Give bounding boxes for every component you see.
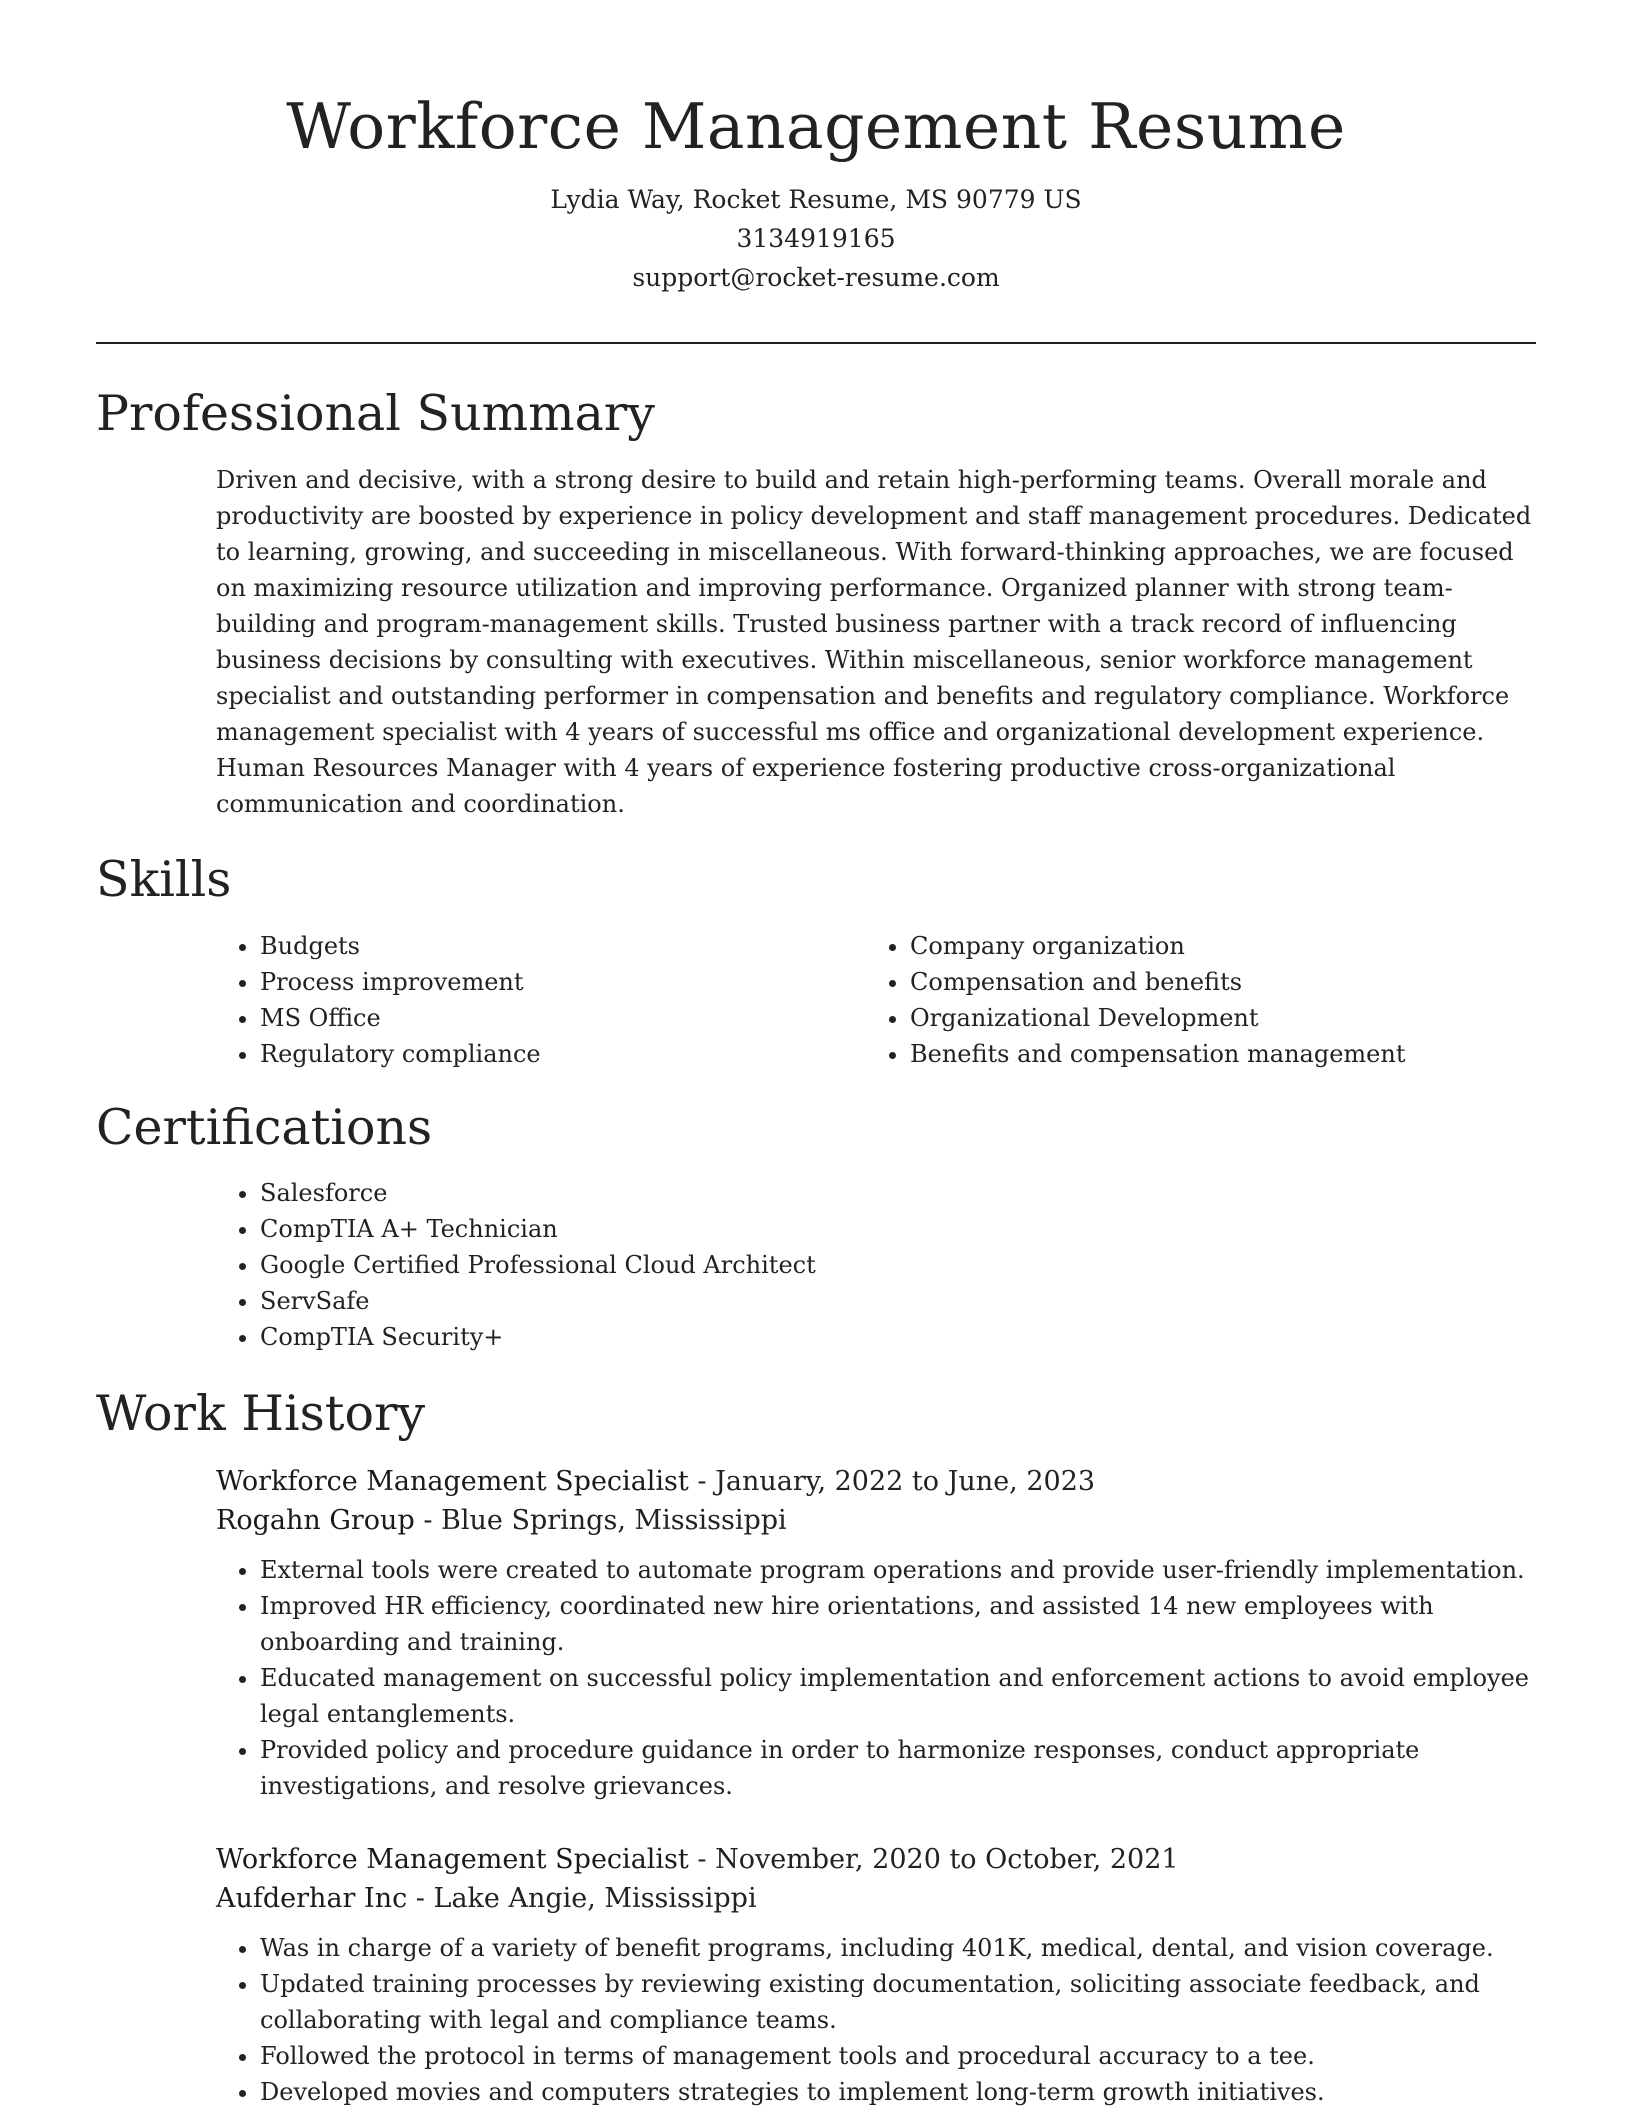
- job-bullet: • Was in charge of a variety of benefit programs, including 401K, medical, dental, and vision coverage.: [260, 1930, 1536, 1966]
- job-company-line: Aufderhar Inc - Lake Angie, Mississippi: [216, 1883, 757, 1914]
- job-bullets: [216, 1930, 1536, 2110]
- job-location: Lake Angie, Mississippi: [433, 1883, 757, 1914]
- skill-item: • Regulatory compliance: [260, 1036, 866, 1072]
- job-entry: [216, 1462, 1536, 1804]
- summary-text: Driven and decisive, with a strong desire to build and retain high-performing teams. Overall morale and productivity are boosted by experience in policy development and staff management procedures. Dedicated to learning, growing, and succeeding in miscellaneous. With forward-thinking approaches, we are focused on maximizing resource utilization and improving performance. Organized planner with strong team-building and program-management skills. Trusted business partner with a track record of influencing business decisions by consulting with executives. Within miscellaneous, senior workforce management specialist and outstanding performer in compensation and benefits and regulatory compliance. Workforce management specialist with 4 years of successful ms office and organizational development experience. Human Resources Manager with 4 years of experience fostering productive cross-organizational communication and coordination.: [216, 466, 1532, 818]
- job-role: Workforce Management Specialist: [216, 1844, 689, 1875]
- job-bullet: • Improved HR efficiency, coordinated new hire orientations, and assisted 14 new employees with onboarding and training.: [260, 1588, 1536, 1660]
- certifications-heading: Certifications: [96, 1099, 433, 1156]
- job-bullet: • Updated training processes by reviewing existing documentation, soliciting associate feedback, and collaborating with legal and compliance teams.: [260, 1966, 1536, 2038]
- job-dates: November, 2020 to October, 2021: [715, 1844, 1179, 1875]
- resume-header: [0, 0, 1632, 297]
- job-bullet: • External tools were created to automate program operations and provide user-friendly implementation.: [260, 1552, 1536, 1588]
- skill-item: • Company organization: [910, 928, 1516, 964]
- job-bullet: • Developed movies and computers strategies to implement long-term growth initiatives.: [260, 2074, 1536, 2110]
- header-divider: [96, 342, 1536, 344]
- contact-phone: 3134919165: [736, 224, 896, 253]
- job-title-line: Workforce Management Specialist - January, 2022 to June, 2023: [216, 1466, 1096, 1497]
- job-bullet: • Followed the protocol in terms of management tools and procedural accuracy to a tee.: [260, 2038, 1536, 2074]
- resume-title: Workforce Management Resume: [286, 90, 1346, 163]
- job-role: Workforce Management Specialist: [216, 1466, 689, 1497]
- job-company: Aufderhar Inc: [216, 1883, 408, 1914]
- job-title-line: Workforce Management Specialist - November, 2020 to October, 2021: [216, 1844, 1179, 1875]
- summary-heading: Professional Summary: [96, 385, 655, 442]
- job-company: Rogahn Group: [216, 1505, 415, 1536]
- skill-item: • Organizational Development: [910, 1000, 1516, 1036]
- skills-column-left: [216, 928, 866, 1072]
- job-company-line: Rogahn Group - Blue Springs, Mississippi: [216, 1505, 787, 1536]
- job-dates: January, 2022 to June, 2023: [715, 1466, 1096, 1497]
- contact-email: support@rocket-resume.com: [632, 263, 1000, 292]
- contact-block: [0, 180, 1632, 297]
- certification-item: • CompTIA A+ Technician: [260, 1211, 1536, 1247]
- job-bullet: • Educated management on successful policy implementation and enforcement actions to avoid employee legal entanglements.: [260, 1660, 1536, 1732]
- contact-address: Lydia Way, Rocket Resume, MS 90779 US: [550, 185, 1082, 214]
- job-entry: [216, 1840, 1536, 2110]
- skills-list: [216, 928, 1536, 1072]
- certifications-list: [216, 1175, 1536, 1355]
- skill-item: • Process improvement: [260, 964, 866, 1000]
- skill-item: • Compensation and benefits: [910, 964, 1516, 1000]
- skills-heading: Skills: [96, 851, 232, 908]
- certification-item: • Google Certified Professional Cloud Architect: [260, 1247, 1536, 1283]
- job-location: Blue Springs, Mississippi: [441, 1505, 787, 1536]
- certification-item: • CompTIA Security+: [260, 1319, 1536, 1355]
- skill-item: • Benefits and compensation management: [910, 1036, 1516, 1072]
- certification-item: • Salesforce: [260, 1175, 1536, 1211]
- skill-item: • MS Office: [260, 1000, 866, 1036]
- job-bullets: [216, 1552, 1536, 1804]
- certification-item: • ServSafe: [260, 1283, 1536, 1319]
- skills-column-right: [866, 928, 1516, 1072]
- work-history-heading: Work History: [96, 1385, 426, 1442]
- job-bullet: • Provided policy and procedure guidance in order to harmonize responses, conduct appropriate investigations, and resolve grievances.: [260, 1732, 1536, 1804]
- skill-item: • Budgets: [260, 928, 866, 964]
